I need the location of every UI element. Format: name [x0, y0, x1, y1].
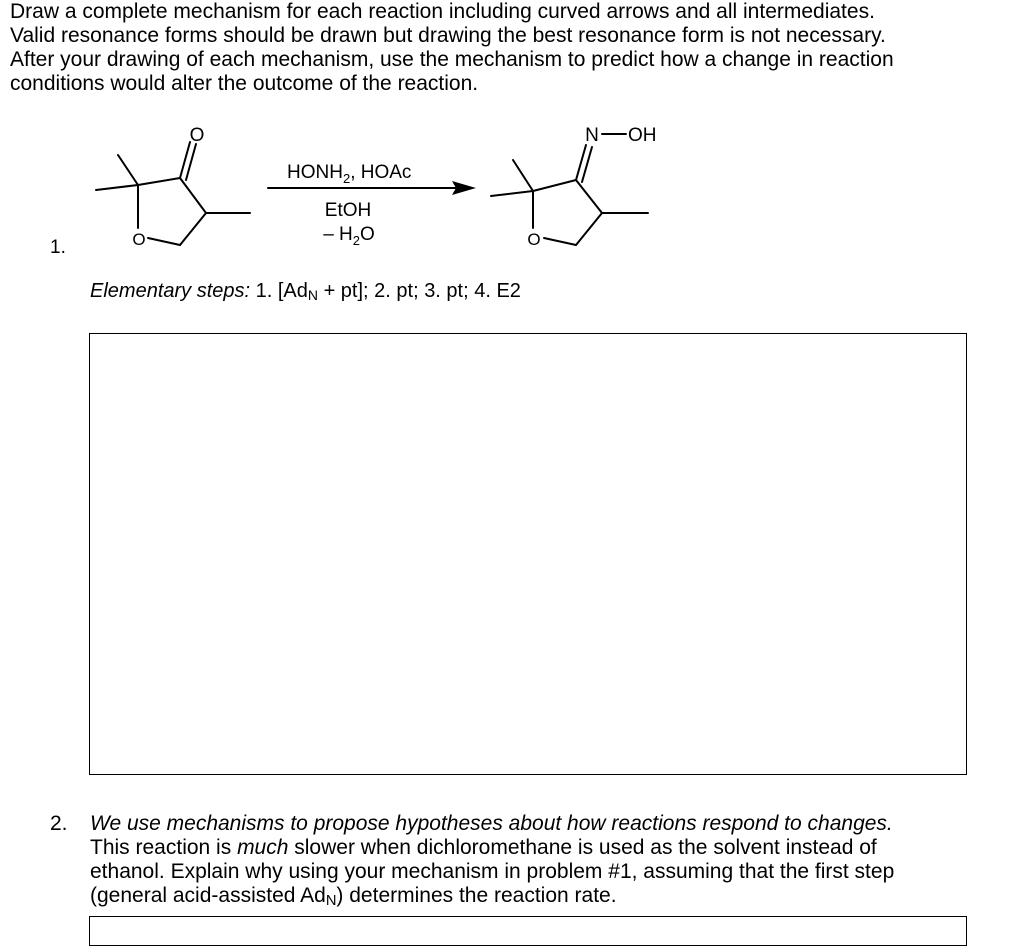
ring-bond — [533, 180, 576, 191]
problem-2-line-4: (general acid-assisted $Ad_N$) determines the reaction rate. — [90, 884, 617, 909]
instructions-line-2: Valid resonance forms should be drawn but drawing the best resonance form is not necessary. — [10, 24, 886, 47]
problem-2-line-3: ethanol. Explain why using your mechanism in problem #1, assuming that the first step — [90, 860, 895, 883]
ring-bond — [576, 213, 602, 245]
methyl-bond — [96, 185, 138, 190]
product-structure — [491, 134, 648, 245]
methyl-bond — [513, 160, 533, 191]
reagent-water-loss: – $H_2O$ — [323, 224, 375, 248]
reagent-top: $HONH_2$, HOAc — [287, 162, 412, 186]
problem-2-line-1: We use mechanisms to propose hypotheses about how reactions respond to changes. — [90, 812, 893, 835]
problem-2-number: 2. — [50, 812, 68, 835]
ring-bond — [180, 178, 206, 213]
reagent-solvent: EtOH — [324, 200, 372, 221]
instructions-line-1: Draw a complete mechanism for each reaction including curved arrows and all intermediates. — [10, 0, 875, 23]
methyl-bond — [491, 191, 533, 196]
ring-bond — [576, 180, 602, 213]
oxime-oh-label: OH — [628, 125, 657, 146]
ring-bond — [180, 213, 206, 245]
elementary-steps-lead: Elementary steps: — [90, 280, 251, 302]
carbonyl-o-label: O — [189, 125, 205, 146]
elementary-steps-text: 1. [Ad — [250, 280, 308, 302]
elementary-steps — [90, 280, 521, 303]
reactant-structure — [96, 142, 250, 245]
ring-bond — [138, 178, 180, 185]
problem-1-number: 1. — [50, 237, 66, 258]
problem-2-line-2: This reaction is much slower when dichloromethane is used as the solvent instead of — [90, 836, 877, 859]
elementary-steps-sub: N — [307, 287, 319, 303]
oxime-n-label: N — [585, 125, 599, 146]
mechanism-answer-box[interactable] — [89, 333, 967, 775]
instructions-line-4: conditions would alter the outcome of the reaction. — [10, 72, 479, 95]
problem-2-answer-box[interactable] — [89, 916, 967, 946]
ring-bond — [544, 238, 576, 245]
elementary-steps-text-2: + pt]; 2. pt; 3. pt; 4. E2 — [318, 280, 521, 302]
instructions-line-3: After your drawing of each mechanism, use the mechanism to predict how a change in reaction — [10, 48, 894, 71]
methyl-bond — [118, 155, 138, 185]
ring-o-label: O — [132, 230, 146, 249]
ring-bond — [148, 238, 180, 245]
reaction-scheme — [0, 110, 1024, 270]
instructions — [10, 0, 1020, 96]
product-ring-o-label: O — [527, 230, 541, 249]
